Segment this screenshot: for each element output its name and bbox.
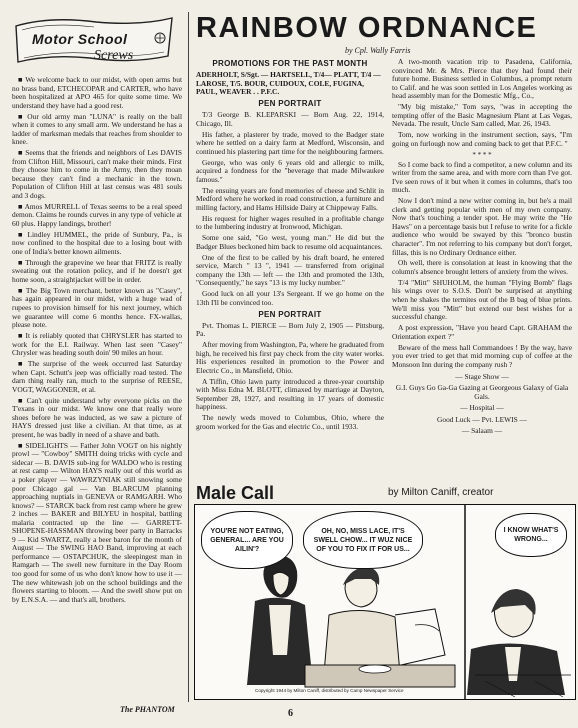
paragraph: ■ The Big Town merchant, better known as "Casey", has again appeared in our midst, with a huge wad of rupees to provision himself for his next journey, which we guarantee will come 6 months hence. FX-wallas, please note. [12, 285, 182, 330]
paragraph: Beware of the mess hall Commandoes ! By the way, have you ever tried to get that mid morning cup of coffee at the Monsoon Inn during the company rush ? [392, 342, 572, 369]
paragraph: A post expression, "Have you heard Capt. GRAHAM the Orientation expert ?" [392, 323, 572, 341]
paragraph: ■ We welcome back to our midst, with open arms but no brass band, ETCHECOPAR and CARTER, who have been hospitalized at APO 465 for quite some time. We understand they have had a good rest. [12, 76, 182, 110]
comic-byline: by Milton Caniff, creator [388, 487, 494, 498]
paragraph: Good luck on all your 13's Sergeant. If we go home on the 13th I'll be convinced too. [196, 289, 384, 307]
note-line: — Hospital — [460, 403, 504, 413]
promotion-names: ADERHOLT, S/Sgt. — HARTSELL, T/4— PLATT, T/4 — LAROSE, T/5. BOUR, CUIDOUX, COLE, FUGINA, PAUL, WEAVER . . P.F.C. [196, 70, 381, 97]
speech-bubble: I KNOW WHAT'S WRONG... [495, 513, 567, 557]
note-line: G.I. Guys Go Ga-Ga Gazing at Georgeous Galaxy of Gala Gals. [395, 382, 569, 401]
paragraph: Now I don't mind a new writer coming in, but he's a mail clerk and getting popular with men of my own company. Now that's touching a tender spot. He may write the "He Haws" on a percentage basis but I refuse to write for a fickle audience who would be swayed by this "bronco bustin character". I'm not referring to his company but don't forget, fillas, this is no Ordinary Ordnance either. [392, 196, 572, 257]
note-line: Good Luck — Pvt. LEWIS — [437, 414, 527, 424]
paragraph: After moving from Washington, Pa, where he graduated from high, he received his first pay check from the city water works. His experiences resulted in promotion to the Power and Electric Co., in Mansfield, Ohio. [196, 340, 384, 375]
section-heading: PEN PORTRAIT [258, 309, 322, 319]
paragraph: One of the first to be called by his draft board, he entered service, March " 13 ", 1941 — transferred from original company the 13th — left — the 13th and promoted the 13th, "Consequently," he says "13 is my lucky number." [196, 252, 384, 288]
paragraph: ■ Can't quite understand why everyone picks on the T'exans in our midst. We know one that really wore shoes before he was inducted, as we saw a picture of HAYS dressed just like a civilian. At that time, as at present, he was badly in need of a shave and bath. [12, 395, 182, 439]
paragraph: Tom, now working in the instrument section, says, "I'm going on furlough now and coming back to get that P.F.C. " [392, 130, 572, 148]
comic-strip [194, 504, 576, 700]
paragraph: A Tiffin, Ohio lawn party introduced a three-year courtship with Miss Edna M. BLOTT, climaxed by marriage at Dayton, September 28, 1927, and resulting in 17 years of domestic happiness. [196, 376, 384, 412]
paragraph: ■ SIDELIGHTS — Father John VOGT on his nightly prowl — "Cowboy" SMITH doing tricks with cycle and sidecar — B. DAVIS sub-ing for WALDO who is resting at rest camp — Wilton HAYS really out of this world as a poker player — WAWRZYNIAK still snowing some poor Chicago gal — Van BLARCUM planning approaching nuptials in GENEVA or RAMGARH. Who knows? — STARCK back from rest camp where he grew 2 inches — BAKER and BILYEU in hospital, battling malaria contracted up the line — GARRETT-SHOPENE-HASSMAN throwing beer party in Barracks 9 — Kid SWARTZ, really a beer baron for the month of August — The SWING HAO Band, improving at each performance — OSTAPCHUK, the sleepingest man in Ramgarh — The swell new furniture in the Day Room too good for some of us who don't know how to use it — The new whitewash job on the school buildings and the flowers starting to bloom. — And the swell show put on by E.N.S.A. — and that's all, brothers. [12, 440, 182, 604]
paragraph: His request for higher wages resulted in a profitable change to the lumbering industry at Ironwood, Michigan. [196, 213, 384, 232]
comic-copyright: Copyright 1944 by Milton Caniff, distributed by Camp Newspaper Service [255, 688, 404, 693]
motor-school-column [12, 76, 182, 702]
paragraph: The newly weds moved to Columbus, Ohio, where the groom worked for the Gas and electric Co., until 1933. [196, 413, 384, 431]
paragraph: A two-month vacation trip to Pasadena, California, convinced Mr. & Mrs. Pierce that they had found their future home. Business settled in Columbus, a prompt return to Calif. and he was soon settled in Los Angeles working as head assembly man for the Domestic Mfg., Co., [392, 58, 572, 101]
paragraph: His father, a plasterer by trade, moved to the Badger state where he settled on a dairy farm at Medford, Wisconsin, and continued his plastering part time for the neighbouring farmers. [196, 129, 384, 156]
comic-title: Male Call [196, 483, 275, 503]
paragraph: ■ Amos MURRELL of Texas seems to be a real speed demon. Claims he rounds curves in any type of vehicle at 60 plus. Happy landings, brother! [12, 201, 182, 228]
section-heading: PROMOTIONS FOR THE PAST MONTH [212, 59, 368, 68]
column-source: The PHANTOM [120, 705, 175, 714]
paragraph: Oh well, there is consolation at least in knowing that the column's absence brought letters of anxiety from the wives. [392, 258, 572, 276]
paragraph: "My big mistake," Tom says, "was in accepting the tempting offer of the Basic Magnesium Plant at Las Vegas, Nevada. The result, Uncle Sam called, Mar. 26, 1943. [392, 102, 572, 129]
page-number: 6 [288, 708, 293, 719]
paragraph: T/3 George B. KLEPARSKI — Born Aug. 22, 1914, Chicago, Ill. [196, 110, 384, 128]
rainbow-column-right [392, 58, 572, 470]
speech-bubble: YOU'RE NOT EATING, GENERAL... ARE YOU AILIN'? [201, 511, 293, 569]
paragraph: T/4 "Mitt" SHUHOLM, the human "Flying Bomb" flags his wings over to S.O.S. Don't be surprised at anything when he shakes the termites out of the B bag of blue prints. We'll miss you "Mitt" but extend our best wishes for a successful change. [392, 277, 572, 322]
note-line: — Salaam — [461, 426, 503, 436]
section-heading: PEN PORTRAIT [258, 99, 322, 109]
rainbow-column-left [196, 58, 384, 470]
column-divider [188, 12, 189, 702]
paragraph: Some one said, "Go west, young man." He did but the Badger Blues beckoned him back to resume old acquaintances. [196, 233, 384, 251]
logo-line-2: Screws [94, 48, 134, 63]
paragraph: The ensuing years are fond memories of cheese and Schlit in Medford where he worked in road construction, a furniture and milling factory, and Hams Hillside Dairy at Chippeway Falls. [196, 185, 384, 212]
motor-school-screws-logo [10, 12, 180, 72]
paragraph: ■ Lindley HUMMEL, the pride of Sunbury, Pa., is now confined to the hospital due to a losing bout with one of India's better known ailments. [12, 229, 182, 256]
paragraph: ■ It is reliably quoted that CHRYSLER has started to work for the E.I. Railway. When last seen "Casey" Chrysler was heading south doin' 90 miles an hour. [12, 331, 182, 358]
logo-line-1: Motor School [32, 31, 128, 47]
note-line: — Stage Show — [455, 371, 509, 381]
paragraph: ■ The surprise of the week occurred last Saturday when Capt. Schutt's jeep was officially road tested. The darn thing really ran, much to the surprise of REESE, VOGT, WAGGONER, et al. [12, 359, 182, 394]
paragraph: Pvt. Thomas L. PIERCE — Born July 2, 1905 — Pittsburg, Pa. [196, 320, 384, 339]
byline: by Cpl. Wally Farris [345, 46, 411, 55]
paragraph: ■ Seems that the friends and neighbors of Les DAVIS from Clifton Hill, Missouri, can't make their minds. First they choose him to come in the Army, then they moan because they can't find a mechanic in the town. Population of Clifton Hill at last census was 481 souls and 3 dogs. [12, 148, 182, 200]
paragraph: George, who was only 6 years old and allergic to milk, acquired a fondness for the "beverage that made Milwaukee famous." [196, 157, 384, 184]
section-separator: * * * * [472, 150, 492, 159]
paragraph: So I come back to find a competitor, a new column and its writer from the same area, and with more corn than I've got. I've seen rows of it but when it comes in columns, that's too much. [392, 159, 572, 195]
page-title: RAINBOW ORDNANCE [196, 12, 538, 44]
paragraph: ■ Through the grapevine we hear that FRITZ is really sweating out the rotation policy, and if he doesn't get home soon, a straightjacket will be in order. [12, 257, 182, 284]
speech-bubble: OH, NO, MISS LACE, IT'S SWELL CHOW... IT WUZ NICE OF YOU TO FIX IT FOR US... [303, 511, 423, 569]
paragraph: ■ Our old army man "LUNA" is really on the ball when it comes to any small arm. We understand he has a ladder of marksman medals that reaches from shoulder to knee. [12, 111, 182, 147]
